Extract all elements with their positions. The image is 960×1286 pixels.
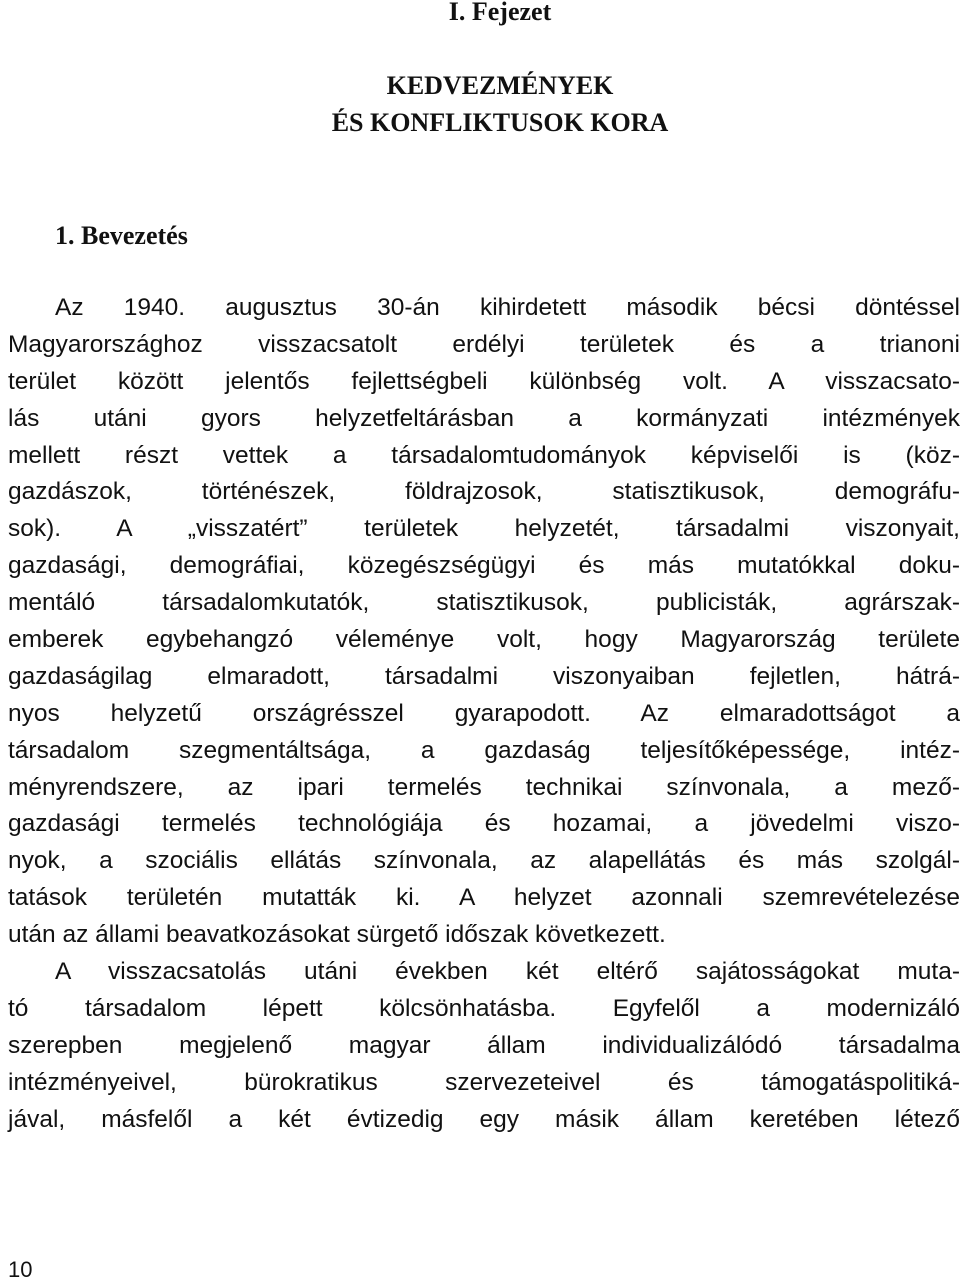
- text-line: nyok, a szociális ellátás színvonala, az alapellátás és más szolgál-: [8, 847, 960, 875]
- chapter-title-line-2: ÉS KONFLIKTUSOK KORA: [331, 108, 669, 137]
- text-line: sok). A „visszatért” területek helyzetét, társadalmi viszonyait,: [8, 515, 960, 543]
- text-line: után az állami beavatkozásokat sürgető időszak következett.: [8, 921, 666, 949]
- text-line: lás utáni gyors helyzetfeltárásban a kormányzati intézmények: [8, 404, 960, 432]
- text-line: terület között jelentős fejlettségbeli különbség volt. A visszacsato-: [8, 367, 960, 395]
- page-number: 10: [8, 1257, 33, 1282]
- text-line: társadalom szegmentáltsága, a gazdaság teljesítőképessége, intéz-: [8, 736, 960, 764]
- text-line: gazdászok, történészek, földrajzosok, statisztikusok, demográfu-: [8, 478, 960, 506]
- text-line: intézményeivel, bürokratikus szervezeteivel és támogatáspolitiká-: [8, 1068, 960, 1096]
- text-line: tatások területén mutatták ki. A helyzet azonnali szemrevételezése: [8, 884, 960, 912]
- text-line: gazdasági, demográfiai, közegészségügyi és más mutatókkal doku-: [8, 552, 960, 580]
- text-line: szerepben megjelenő magyar állam individualizálódó társadalma: [8, 1031, 960, 1059]
- text-line: gazdasági termelés technológiája és hozamai, a jövedelmi viszo-: [8, 810, 960, 838]
- section-heading: 1. Bevezetés: [55, 221, 188, 250]
- body-text: [8, 290, 960, 1138]
- chapter-title-line-1: KEDVEZMÉNYEK: [386, 71, 614, 100]
- text-line: emberek egybehangzó véleménye volt, hogy Magyarország területe: [8, 626, 960, 654]
- text-line: ményrendszere, az ipari termelés technikai színvonala, a mező-: [8, 773, 960, 801]
- text-line: jával, másfelől a két évtizedig egy másik állam keretében létező: [8, 1105, 960, 1133]
- paragraph-1: [8, 290, 960, 954]
- text-line: Magyarországhoz visszacsatolt erdélyi területek és a trianoni: [8, 330, 960, 358]
- chapter-heading: I. Fejezet: [448, 0, 552, 26]
- text-line: tó társadalom lépett kölcsönhatásba. Egyfelől a modernizáló: [8, 994, 960, 1022]
- paragraph-2: [8, 954, 960, 1138]
- text-line: Az 1940. augusztus 30-án kihirdetett második bécsi döntéssel: [55, 294, 960, 321]
- text-line: nyos helyzetű országrésszel gyarapodott. Az elmaradottságot a: [8, 699, 960, 727]
- text-line: gazdaságilag elmaradott, társadalmi viszonyaiban fejletlen, hátrá-: [8, 662, 960, 690]
- text-line: mentáló társadalomkutatók, statisztikusok, publicisták, agrárszak-: [8, 589, 960, 617]
- text-line: mellett részt vettek a társadalomtudományok képviselői is (köz-: [8, 441, 960, 469]
- text-line: A visszacsatolás utáni években két eltérő sajátosságokat muta-: [55, 958, 960, 986]
